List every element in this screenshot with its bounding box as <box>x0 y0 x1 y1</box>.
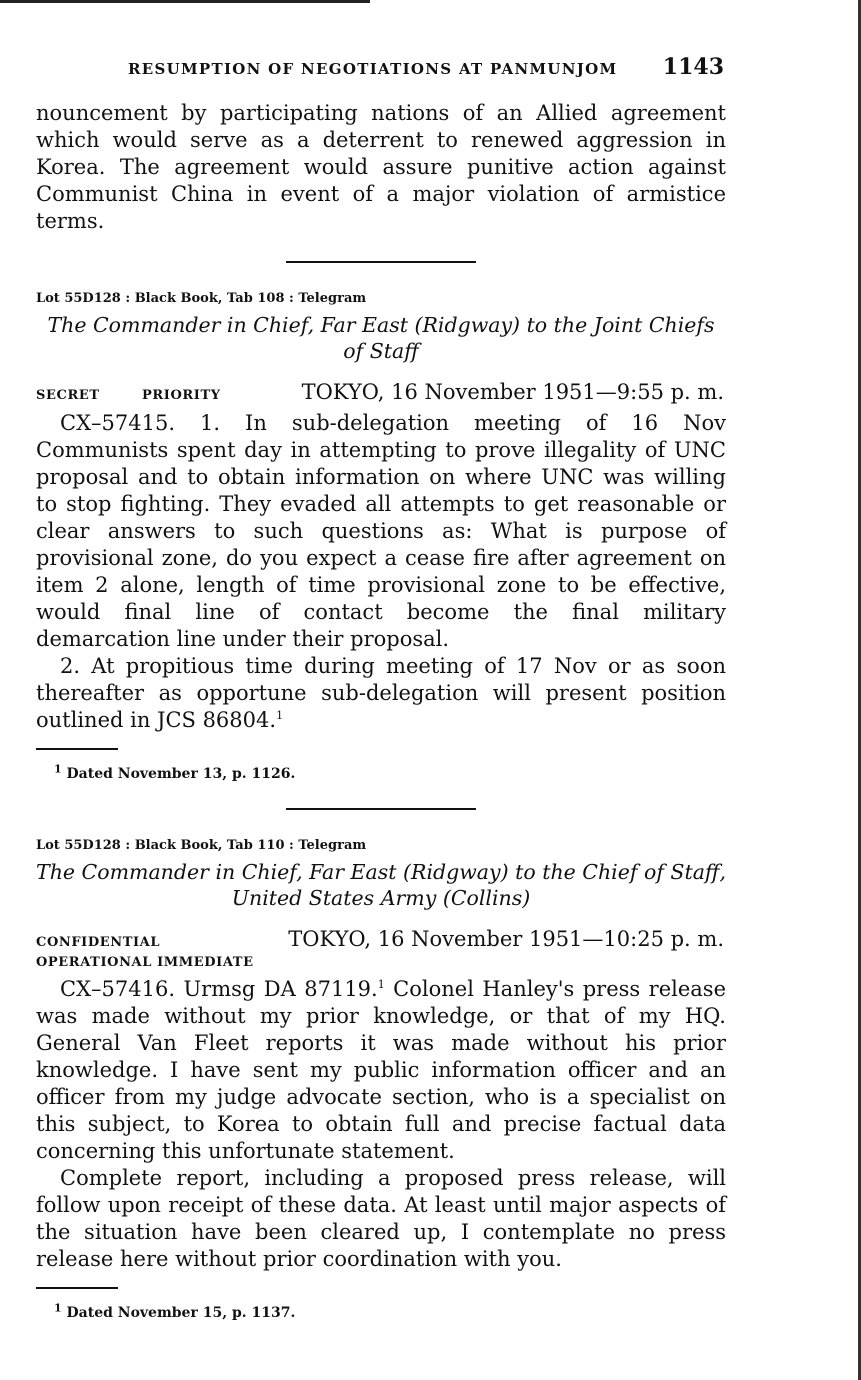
doc1-dateline-row <box>36 380 726 406</box>
doc1-title-line2: of Staff <box>343 339 419 363</box>
doc2-footnote-rule <box>36 1287 118 1289</box>
section-divider <box>286 261 476 263</box>
doc2-classification: CONFIDENTIAL <box>36 935 161 950</box>
page-number: 1143 <box>662 54 724 80</box>
doc2-paragraph-2: Complete report, including a proposed press release, will follow upon receipt of these data. At least until major aspects of the situation have been cleared up, I contemplate no press release here without prior coordination with you. <box>36 1166 726 1271</box>
doc1-paragraph-2 <box>36 653 726 734</box>
doc1-source-line: Lot 55D128 : Black Book, Tab 108 : Telegram <box>36 291 367 306</box>
top-scan-rule <box>0 0 370 3</box>
doc1-dateline: TOKYO, 16 November 1951—9:55 p. m. <box>301 380 724 404</box>
doc1-footnote-ref: 1 <box>276 709 284 722</box>
doc2-paragraph-1-start: CX–57416. Urmsg DA 87119. <box>60 977 378 1001</box>
intro-paragraph: nouncement by participating nations of an Allied agreement which would serve as a deterrent to renewed aggression in Korea. The agreement would assure punitive action against Communist China in event of a major violation of armistice terms. <box>36 101 726 233</box>
doc1-footnote-text: Dated November 13, p. 1126. <box>66 766 296 782</box>
doc2-dateline: TOKYO, 16 November 1951—10:25 p. m. <box>288 927 724 951</box>
document-page <box>36 50 726 1321</box>
doc1-title-line1: The Commander in Chief, Far East (Ridgway) to the Joint Chiefs <box>47 313 715 337</box>
running-head: RESUMPTION OF NEGOTIATIONS AT PANMUNJOM <box>128 60 618 78</box>
doc1-priority: PRIORITY <box>142 388 221 403</box>
doc2-paragraph-1 <box>36 976 726 1165</box>
page-header <box>36 50 726 84</box>
section-divider <box>286 808 476 810</box>
doc1-paragraph-1: CX–57415. 1. In sub-delegation meeting of 16 Nov Communists spent day in attempting to prove illegality of UNC proposal and to obtain information on where UNC was willing to stop fighting. They evaded all attempts to get reasonable or clear answers to such questions as: What is purpose of provisional zone, do you expect a cease fire after agreement on item 2 alone, length of time provisional zone to be effective, would final line of contact become the final military demarcation line under their proposal. <box>36 411 726 651</box>
doc2-dateline-row <box>36 927 726 953</box>
doc2-paragraph-1-rest: Colonel Hanley's press release was made without my prior knowledge, or that of my HQ. General Van Fleet reports it was made without his prior knowledge. I have sent my public information officer and an officer from my judge advocate section, who is a specialist on this subject, to Korea to obtain full and precise factual data concerning this unfortunate statement. <box>36 977 726 1163</box>
doc1-footnote-rule <box>36 748 118 750</box>
doc2-title <box>36 859 726 911</box>
doc2-footnote-mark: 1 <box>54 1301 62 1315</box>
doc2-title-line1: The Commander in Chief, Far East (Ridgway) to the Chief of Staff, <box>36 860 726 884</box>
doc1-paragraph-2-text: 2. At propitious time during meeting of 17 Nov or as soon thereafter as opportune sub-delegation will present position outlined in JCS 86804. <box>36 654 726 732</box>
doc2-footnote-ref: 1 <box>377 978 385 991</box>
doc2-footnote-text: Dated November 15, p. 1137. <box>66 1305 296 1321</box>
doc2-operational-precedence: OPERATIONAL IMMEDIATE <box>36 955 254 970</box>
doc2-title-line2: United States Army (Collins) <box>231 886 531 910</box>
doc1-footnote-mark: 1 <box>54 762 62 776</box>
doc1-title <box>36 312 726 364</box>
doc2-source-line: Lot 55D128 : Black Book, Tab 110 : Telegram <box>36 838 367 853</box>
doc2-footnote <box>36 1301 726 1321</box>
doc1-footnote <box>36 762 726 782</box>
doc1-classification: SECRET <box>36 388 100 403</box>
